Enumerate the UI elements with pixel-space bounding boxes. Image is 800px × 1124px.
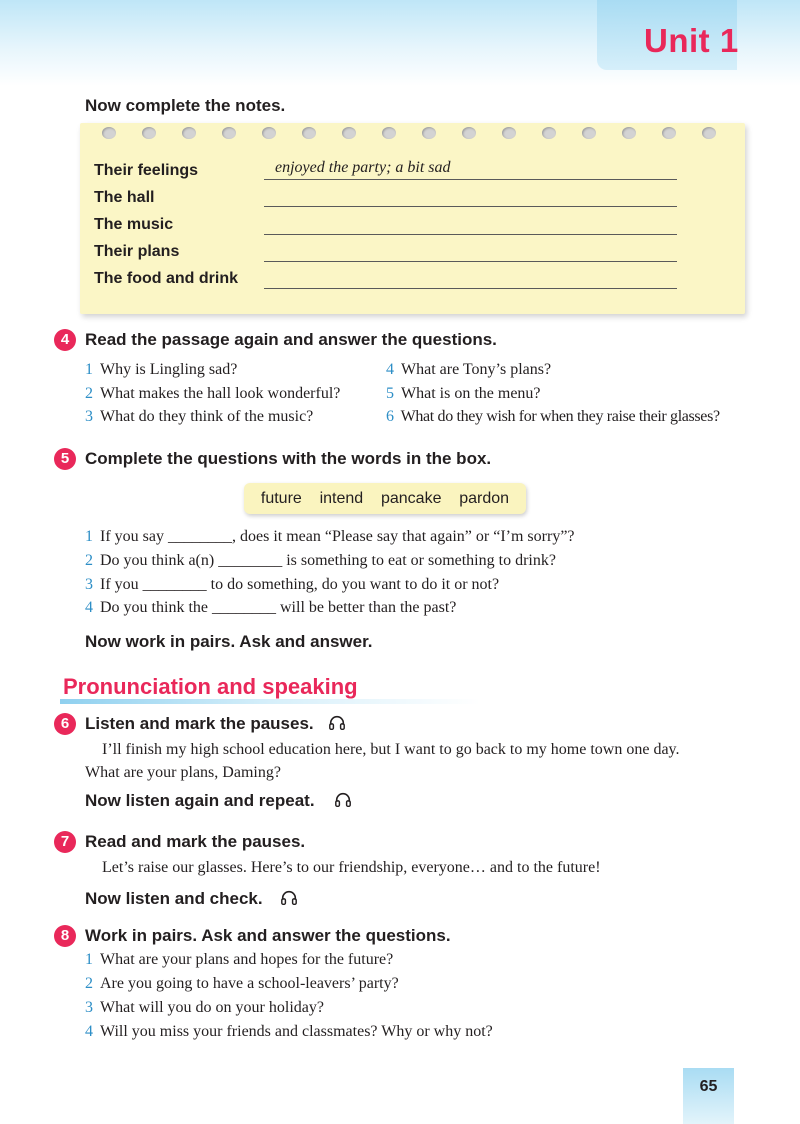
activity-5-title: Complete the questions with the words in the box. [85, 449, 492, 468]
a4-question-2: 2 What makes the hall look wonderful? [85, 385, 341, 402]
unit-title: Unit 1 [644, 22, 739, 59]
note-line-music[interactable] [264, 216, 677, 235]
note-label-music: The music [94, 216, 174, 233]
a4-question-1: 1 Why is Lingling sad? [85, 361, 238, 378]
activity-6-followup: Now listen again and repeat. [85, 791, 315, 810]
page-number: 65 [699, 1078, 718, 1095]
a5-question-2: 2 Do you think a(n) ________ is something to eat or something to drink? [85, 552, 556, 569]
a4-question-3: 3 What do they think of the music? [85, 408, 314, 425]
a4-question-6: 6 What do they wish for when they raise their glasses? [386, 408, 720, 425]
notes-notepad [80, 123, 745, 314]
note-label-plans: Their plans [94, 243, 180, 260]
note-label-food: The food and drink [94, 270, 238, 287]
activity-7-passage: Let’s raise our glasses. Here’s to our friendship, everyone… and to the future! [102, 859, 601, 876]
word-box [244, 483, 526, 514]
activity-7-title: Read and mark the pauses. [85, 832, 306, 851]
activity-4-number: 4 [54, 329, 76, 351]
word-pardon: pardon [459, 489, 510, 507]
a8-question-4: 4 Will you miss your friends and classmates? Why or why not? [85, 1023, 493, 1040]
a8-question-1: 1 What are your plans and hopes for the future? [85, 951, 394, 968]
activity-5-number: 5 [54, 448, 76, 470]
activity-5-followup: Now work in pairs. Ask and answer. [85, 632, 373, 651]
note-label-hall: The hall [94, 189, 155, 206]
note-line-hall[interactable] [264, 188, 677, 207]
activity-7-followup: Now listen and check. [85, 889, 263, 908]
word-future: future [260, 489, 302, 507]
a8-question-3: 3 What will you do on your holiday? [85, 999, 324, 1016]
a5-question-4: 4 Do you think the ________ will be better than the past? [85, 599, 457, 616]
activity-6-title: Listen and mark the pauses. [85, 714, 314, 733]
a5-question-1: 1 If you say ________, does it mean “Please say that again” or “I’m sorry”? [85, 528, 575, 545]
activity-6-passage-line1: I’ll finish my high school education here, but I want to go back to my home town one day. [102, 741, 680, 758]
word-pancake: pancake [380, 489, 442, 507]
note-label-feelings: Their feelings [94, 162, 199, 179]
section-title: Pronunciation and speaking [63, 674, 358, 699]
note-line-food[interactable] [264, 270, 677, 289]
notepad-holes [100, 127, 740, 141]
headphones-icon[interactable] [334, 791, 352, 809]
headphones-icon[interactable] [280, 889, 298, 907]
headphones-icon[interactable] [328, 714, 346, 732]
a8-question-2: 2 Are you going to have a school-leavers’ party? [85, 975, 399, 992]
a4-question-5: 5 What is on the menu? [386, 385, 541, 402]
activity-8-number: 8 [54, 925, 76, 947]
note-line-plans[interactable] [264, 243, 677, 262]
activity-4-title: Read the passage again and answer the questions. [85, 330, 497, 349]
activity-6-number: 6 [54, 713, 76, 735]
activity-6-passage-line2: What are your plans, Daming? [85, 764, 281, 781]
activity-7-number: 7 [54, 831, 76, 853]
notes-instruction: Now complete the notes. [85, 96, 286, 115]
a4-question-4: 4 What are Tony’s plans? [386, 361, 552, 378]
activity-8-title: Work in pairs. Ask and answer the questions. [85, 926, 451, 945]
word-intend: intend [319, 489, 364, 507]
a5-question-3: 3 If you ________ to do something, do you want to do it or not? [85, 576, 500, 593]
page-number-tab [683, 1068, 734, 1124]
note-answer-feelings: enjoyed the party; a bit sad [275, 159, 451, 176]
